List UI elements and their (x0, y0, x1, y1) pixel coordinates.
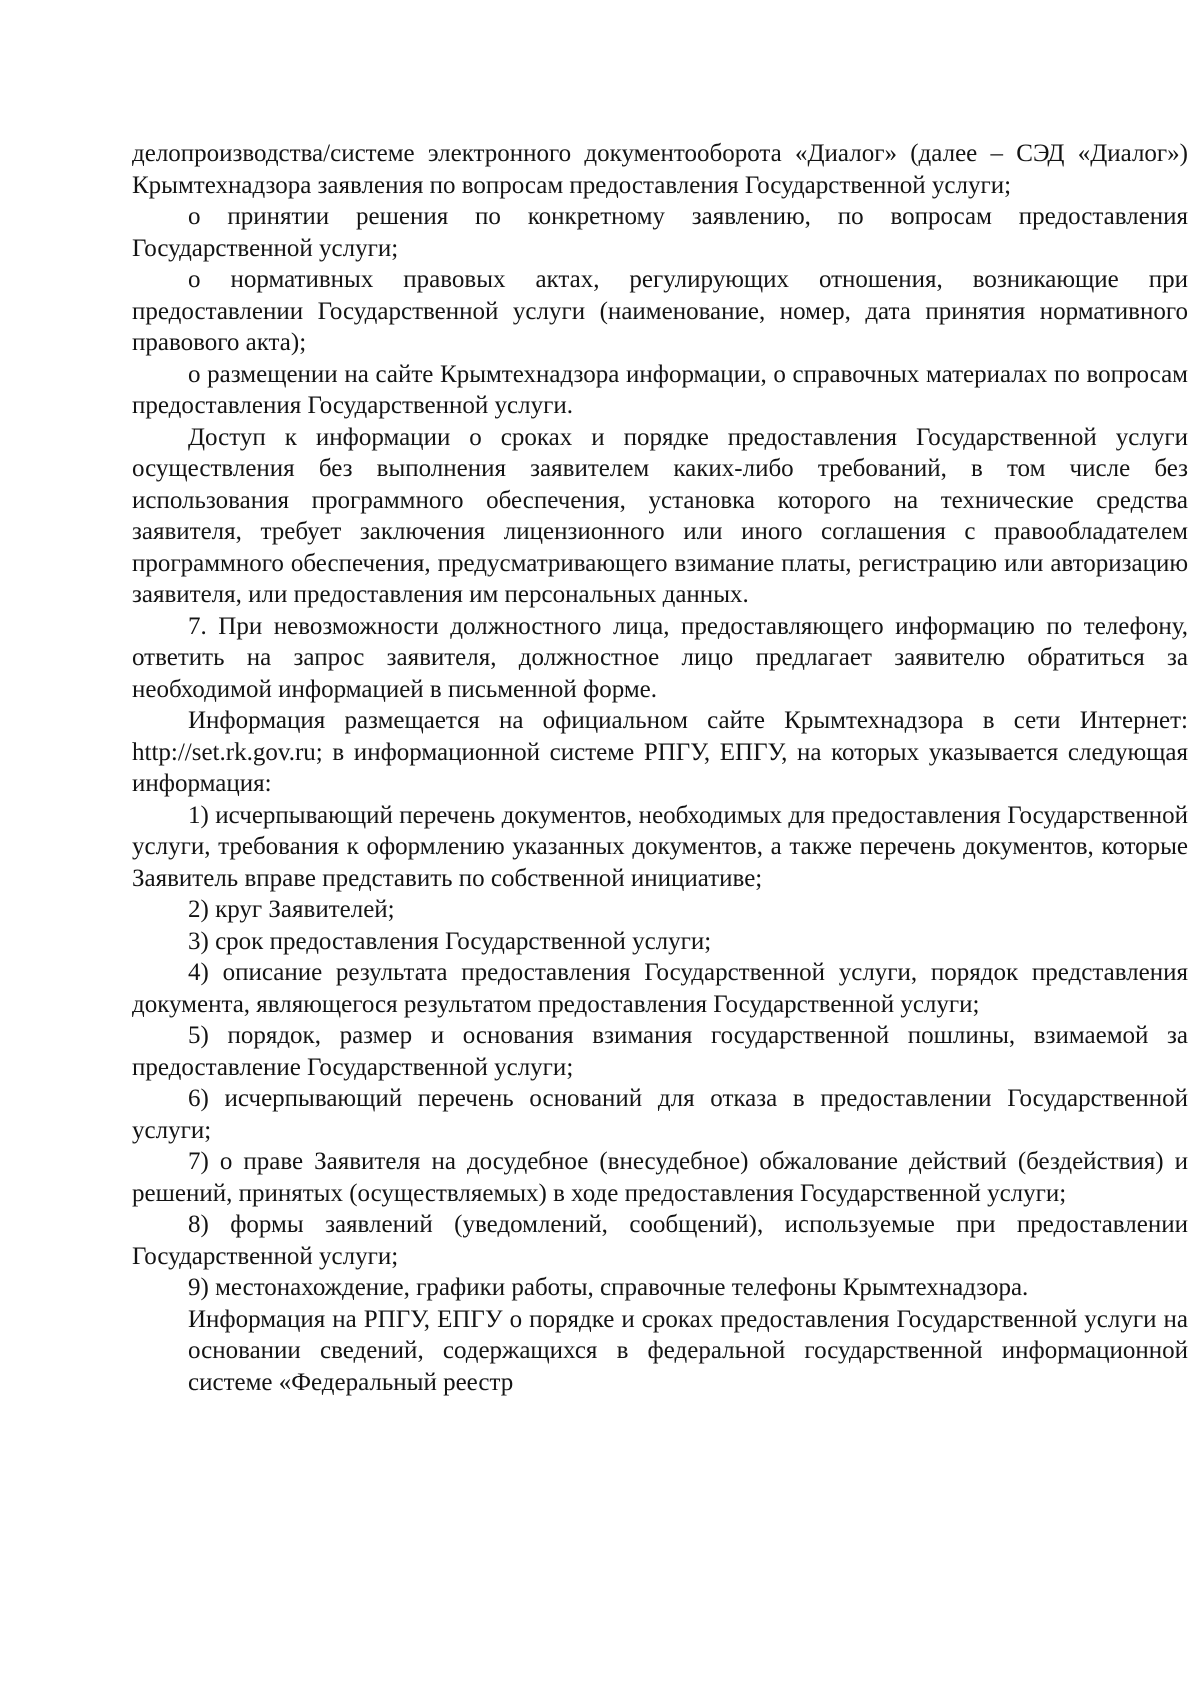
paragraph-site-info: о размещении на сайте Крымтехнадзора информации, о справочных материалах по вопросам предоставления Государственной услуги. (132, 360, 1188, 419)
list-item-4: 4) описание результата предоставления Государственной услуги, порядок представления документа, являющегося результатом предоставления Государственной услуги; (132, 959, 1188, 1018)
list-item-1: 1) исчерпывающий перечень документов, необходимых для предоставления Государственной услуги, требования к оформлению указанных документов, а также перечень документов, которые Заявитель вправе представить по собственной инициативе; (132, 801, 1188, 892)
paragraph-sed-dialog: делопроизводства/системе электронного документооборота «Диалог» (далее – СЭД «Диалог») Крымтехнадзора заявления по вопросам предоставления Государственной услуги; (132, 140, 1188, 199)
paragraph-access: Доступ к информации о сроках и порядке предоставления Государственной услуги осуществления без выполнения заявителем каких-либо требований, в том числе без использования программного обеспечения, установка которого на технические средства заявителя, требует заключения лицензионного или иного соглашения с правообладателем программного обеспечения, предусматривающего взимание платы, регистрацию или авторизацию заявителя, или предоставления им персональных данных. (132, 423, 1188, 608)
paragraph-normative-acts: о нормативных правовых актах, регулирующих отношения, возникающие при предоставлении Государственной услуги (наименование, номер, дата принятия нормативного правового акта); (132, 266, 1188, 356)
paragraph-rpgu-info: Информация на РПГУ, ЕПГУ о порядке и сроках предоставления Государственной услуги на основании сведений, содержащихся в федеральной государственной информационной системе «Федеральный реестр (188, 1305, 1188, 1396)
paragraph-item-7: 7. При невозможности должностного лица, предоставляющего информацию по телефону, ответить на запрос заявителя, должностное лицо предлагает заявителю обратиться за необходимой информацией в письменной форме. (132, 612, 1188, 703)
list-item-3: 3) срок предоставления Государственной услуги; (188, 927, 712, 955)
paragraph-info-placement: Информация размещается на официальном сайте Крымтехнадзора в сети Интернет: http://set.rk.gov.ru; в информационной системе РПГУ, ЕПГУ, на которых указывается следующая информация: (132, 707, 1188, 797)
list-item-9: 9) местонахождение, графики работы, справочные телефоны Крымтехнадзора. (188, 1274, 1029, 1301)
list-item-8: 8) формы заявлений (уведомлений, сообщений), используемые при предоставлении Государственной услуги; (132, 1211, 1188, 1270)
list-item-7: 7) о праве Заявителя на досудебное (внесудебное) обжалование действий (бездействия) и решений, принятых (осуществляемых) в ходе предоставления Государственной услуги; (132, 1148, 1188, 1207)
document-page (132, 138, 1188, 1398)
list-item-5: 5) порядок, размер и основания взимания государственной пошлины, взимаемой за предоставление Государственной услуги; (132, 1022, 1188, 1081)
list-item-2: 2) круг Заявителей; (188, 896, 395, 923)
list-item-6: 6) исчерпывающий перечень оснований для отказа в предоставлении Государственной услуги; (132, 1085, 1188, 1144)
paragraph-decision: о принятии решения по конкретному заявлению, по вопросам предоставления Государственной услуги; (132, 203, 1188, 262)
